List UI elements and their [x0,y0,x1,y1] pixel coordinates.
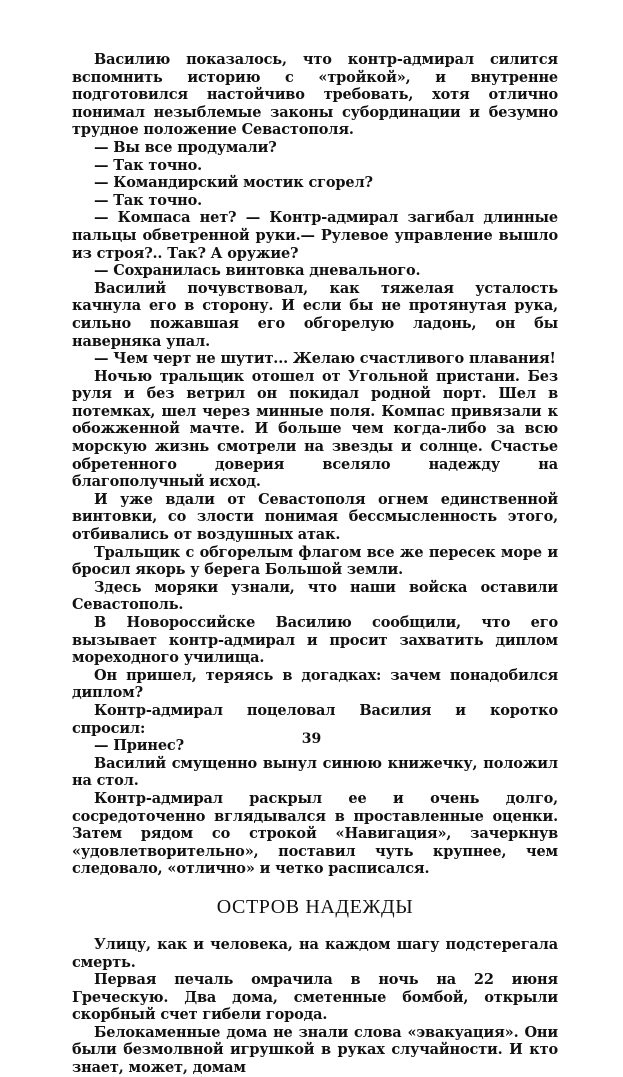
paragraph: Василию показалось, что контр-адмирал силится вспомнить историю с «тройкой», и внутренне подготовился настойчиво требовать, хотя отлично понимал незыблемые законы субординации и безумно трудное положение Севастополя. [72,51,558,139]
paragraph: Первая печаль омрачила в ночь на 22 июня Греческую. Два дома, сметенные бомбой, открыли скорбный счет гибели города. [72,971,558,1024]
dialogue-line: — Сохранилась винтовка дневального. [94,262,421,280]
dialogue-line: — Принес? [94,737,184,755]
chapter-text [72,936,558,1077]
paragraph: Здесь моряки узнали, что наши войска оставили Севастополь. [72,578,558,614]
paragraph: Василий почувствовал, как тяжелая усталость качнула его в сторону. И если бы не протянутая рука, сильно пожавшая его обгорелую ладонь, он бы наверняка упал. [72,279,558,350]
dialogue-line: — Вы все продумали? [94,138,277,156]
chapter-title: ОСТРОВ НАДЕЖДЫ [216,895,414,918]
dialogue-line: — Командирский мостик сгорел? [94,174,373,192]
page-number: 39 [301,731,322,747]
paragraph: Улицу, как и человека, на каждом шагу подстерегала смерть. [72,935,558,971]
paragraph: В Новороссийске Василию сообщили, что его вызывает контр-адмирал и просит захватить диплом мореходного училища. [72,614,558,667]
paragraph: И уже вдали от Севастополя огнем единственной винтовки, со злости понимая бессмысленность этого, отбивались от воздушных атак. [72,490,558,544]
dialogue-line: — Так точно. [94,156,203,174]
body-text [72,51,558,878]
paragraph: Он пришел, теряясь в догадках: зачем понадобился диплом? [72,666,558,702]
dialogue-line: — Чем черт не шутит... Желаю счастливого плавания! [94,350,556,368]
paragraph: Контр-адмирал раскрыл ее и очень долго, сосредоточенно вглядывался в проставленные оценки. Затем рядом со строкой «Навигация», зачеркнув «удовлетворительно», поставил чуть крупнее, чем следовало, «отлично» и четко расписался. [72,789,558,878]
paragraph: Ночью тральщик отошел от Угольной пристани. Без руля и без ветрил он покидал родной порт. Шел в потемках, шел через минные поля. Компас привязали к обожженной мачте. И больше чем когда-либо за всю морскую жизнь смотрели на звезды и солнце. Счастье обретенного доверия вселяло надежду на благополучный исход. [72,367,558,491]
page-body [72,51,558,1077]
paragraph: Тральщик с обгорелым флагом все же пересек море и бросил якорь у берега Большой земли. [72,543,558,579]
dialogue-line: — Так точно. [94,191,203,209]
paragraph: Контр-адмирал поцеловал Василия и коротко спросил: [72,701,558,737]
paragraph: Белокаменные дома не знали слова «эвакуация». Они были безмолвной игрушкой в руках случайности. И кто знает, может, домам [72,1023,558,1077]
dialogue-line: — Компаса нет? — Контр-адмирал загибал длинные пальцы обветренной руки.— Рулевое управление вышло из строя?.. Так? А оружие? [72,209,558,262]
paragraph: Василий смущенно вынул синюю книжечку, положил на стол. [72,754,558,790]
